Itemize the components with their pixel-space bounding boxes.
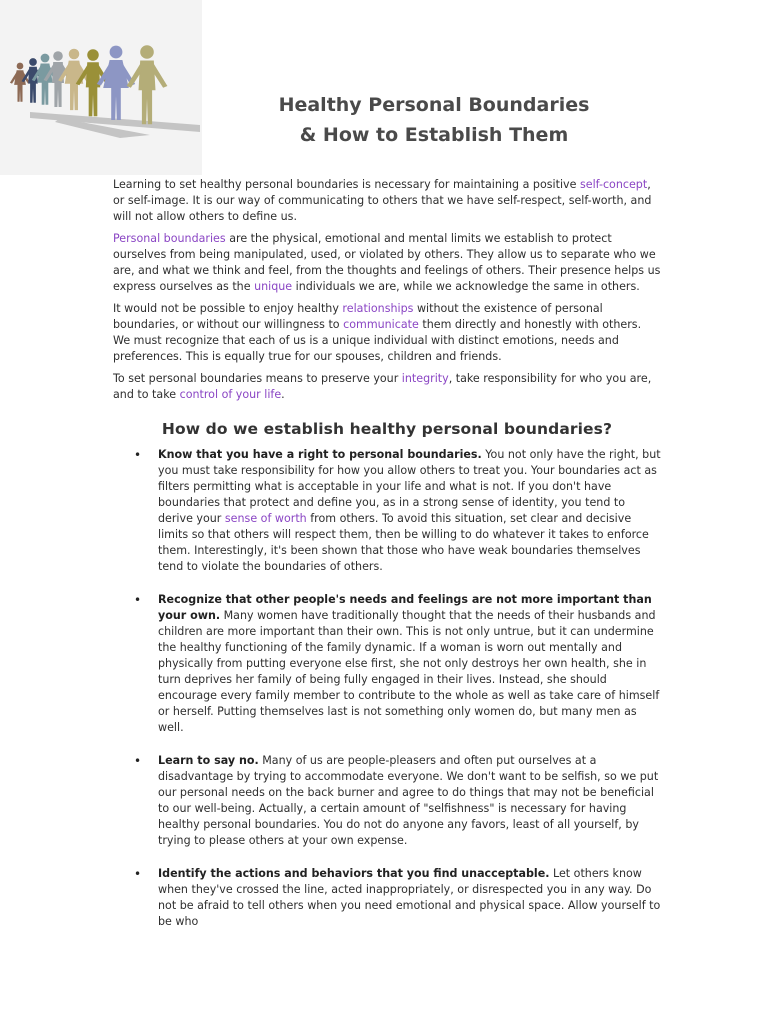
link-control-of-your-life[interactable]: control of your life [179,388,282,401]
text: individuals we are, while we acknowledge the same in others. [292,280,640,293]
text: Let others know when they've crossed the line, acted inappropriately, or disrespected you in any way. Do not be afraid to tell others when you need emotional and physical space. Allow yourself to be who [158,867,661,928]
text: Many women have traditionally thought that the needs of their husbands and children are more important than their own. This is not only untrue, but it can undermine the healthy functioning of the family dynamic. If a woman is worn out mentally and physically from putting everyone else first, she not only destroys her own health, she in turn deprives her family of being fully engaged in their lives. Instead, she should encourage every family member to contribute to the whole as well as take care of himself or herself. Putting themselves last is not something only women do, but many men as well. [158,609,660,734]
header-image [0,0,202,175]
text: , or self-image. It is our way of communicating to others that we have self-respect, self-worth, and will not allow others to define us. [113,178,652,223]
list-item [113,592,661,736]
text: You not only have the right, but you must take responsibility for how you allow others to treat you. Your boundaries act as filters permitting what is acceptable in your life and what is not. If you don't have boundaries that protect and define you, as in a strong sense of identity, you tend to derive your [158,448,661,525]
boundaries-list [113,447,661,930]
text: them directly and honestly with others. We must recognize that each of us is a unique individual with distinct emotions, needs and preferences. This is equally true for our spouses, children and friends. [113,318,642,363]
link-self-concept[interactable]: self-concept [579,178,648,191]
link-communicate[interactable]: communicate [343,318,419,331]
text: . [281,388,285,401]
point-heading: Recognize that other people's needs and feelings are not more important than your own. [158,593,652,622]
point-heading: Know that you have a right to personal boundaries. [158,448,482,461]
link-unique[interactable]: unique [254,280,293,293]
list-item [113,447,661,575]
intro-paragraph-3 [113,301,661,365]
intro-paragraph-4 [113,371,661,403]
text: Learning to set healthy personal boundaries is necessary for maintaining a positive [113,178,580,191]
page-title-line-2: & How to Establish Them [299,124,569,146]
link-personal-boundaries[interactable]: Personal boundaries [113,232,226,245]
bullet-icon: • [134,448,142,462]
link-relationships[interactable]: relationships [342,302,414,315]
bullet-icon: • [134,593,142,607]
article-body [113,177,661,947]
paper-people-chain-icon [0,0,202,175]
text: without the existence of personal boundaries, or without our willingness to [113,302,603,331]
text: , take responsibility for who you are, and to take [113,372,652,401]
link-integrity[interactable]: integrity [401,372,449,385]
page-title-line-1: Healthy Personal Boundaries [278,94,590,116]
text: are the physical, emotional and mental limits we establish to protect ourselves from being manipulated, used, or violated by others. They allow us to separate who we are, and what we think and feel, from the thoughts and feelings of others. Their presence helps us express ourselves as the [113,232,661,293]
list-item [113,753,661,849]
list-item [113,866,661,930]
point-heading: Identify the actions and behaviors that you find unacceptable. [158,867,550,880]
section-heading: How do we establish healthy personal boundaries? [161,420,613,438]
text: Many of us are people-pleasers and often put ourselves at a disadvantage by trying to accommodate everyone. We don't want to be selfish, so we put our personal needs on the back burner and agree to do things that may not be beneficial to our well-being. Actually, a certain amount of "selfishness" is necessary for having healthy personal boundaries. You do not do anyone any favors, least of all yourself, by trying to please others at your own expense. [158,754,659,847]
bullet-icon: • [134,867,142,881]
text: It would not be possible to enjoy healthy [113,302,343,315]
text: from others. To avoid this situation, set clear and decisive limits so that others will respect them, then be willing to do whatever it takes to enforce them. Interestingly, it's been shown that those who have weak boundaries themselves tend to violate the boundaries of others. [158,512,649,573]
intro-paragraph-1 [113,177,661,225]
text: To set personal boundaries means to preserve your [113,372,402,385]
intro-paragraph-2 [113,231,661,295]
link-sense-of-worth[interactable]: sense of worth [224,512,307,525]
bullet-icon: • [134,754,142,768]
point-heading: Learn to say no. [158,754,259,767]
